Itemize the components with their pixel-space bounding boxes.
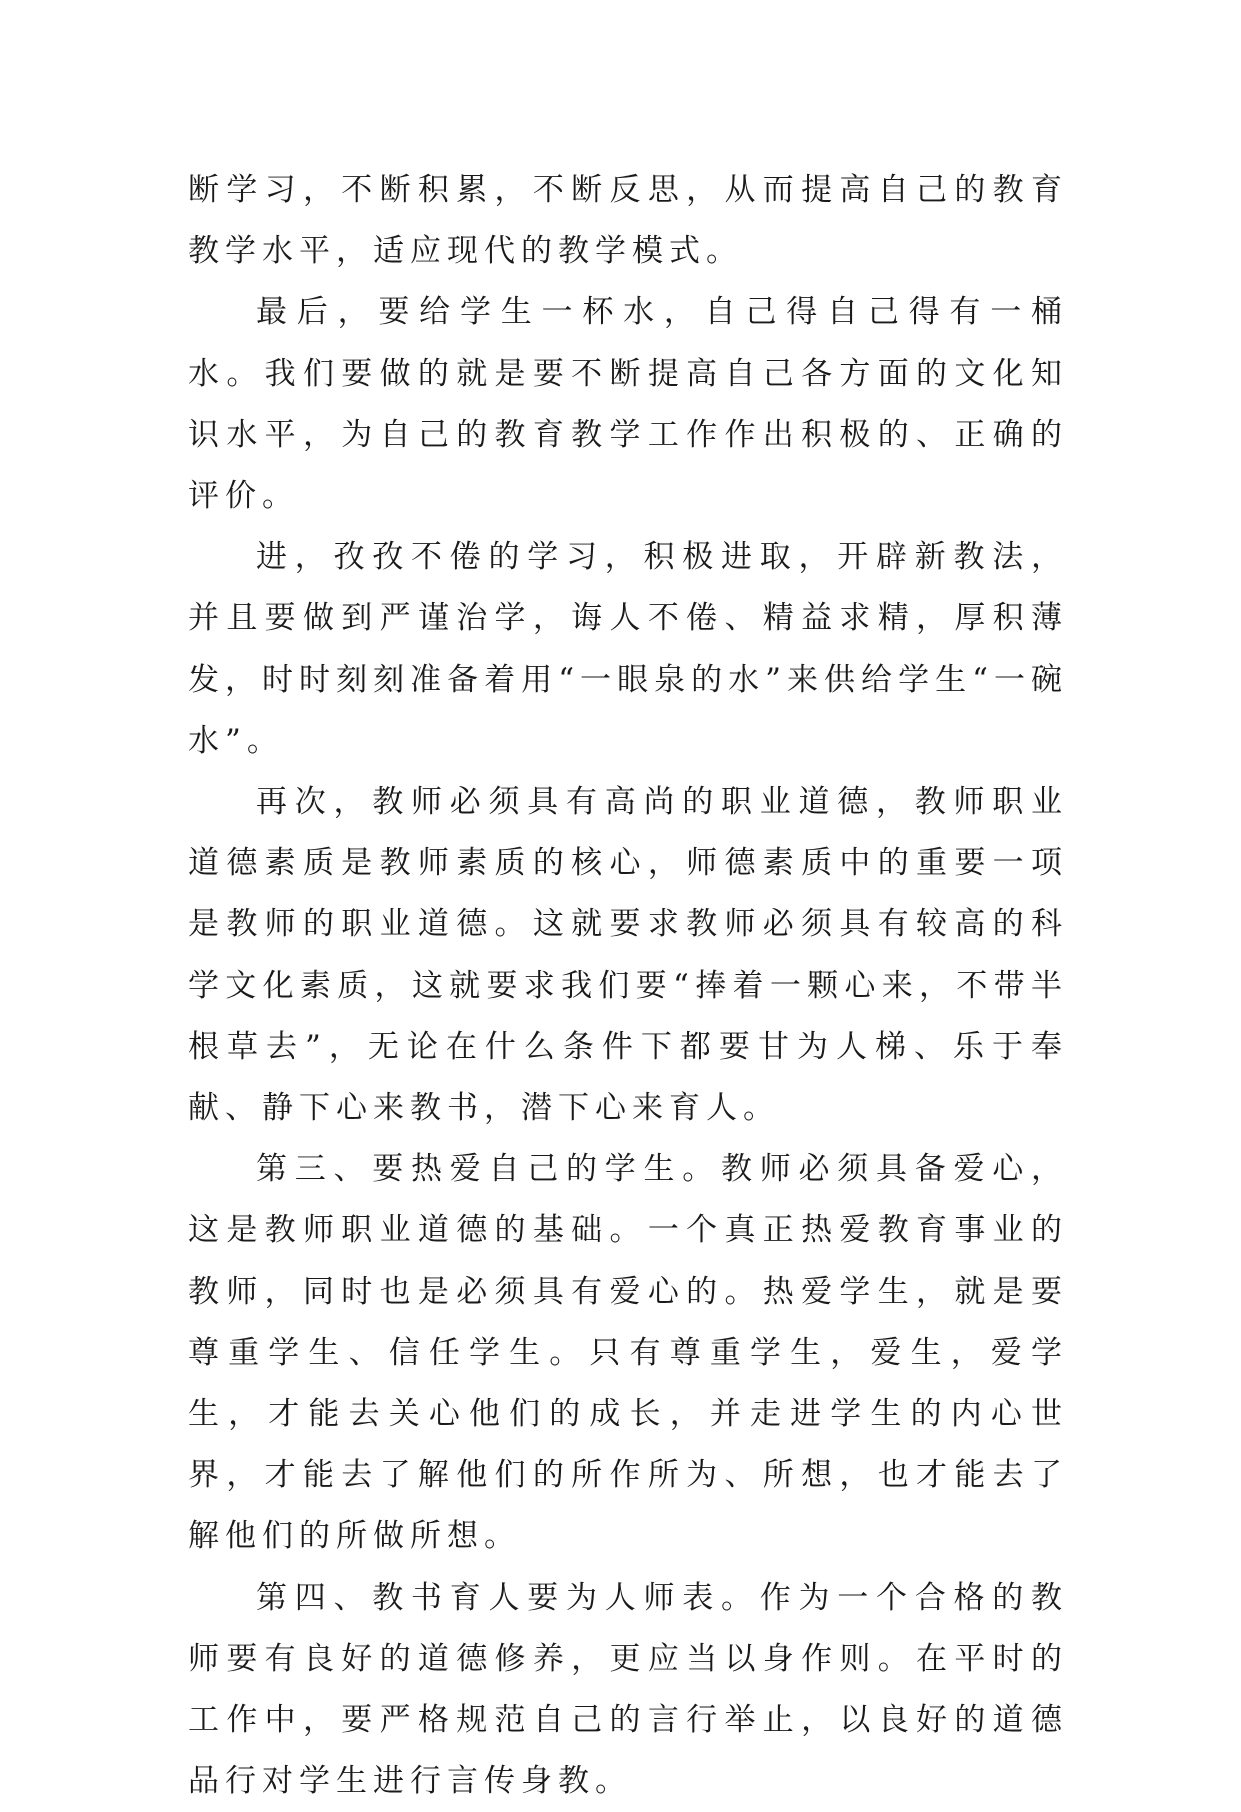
paragraph-6: 第四、教书育人要为人师表。作为一个合格的教师要有良好的道德修养，更应当以身作则。在平时的工作中，要严格规范自己的言行举止，以良好的道德品行对学生进行言传身教。: [188, 1579, 1068, 1800]
paragraph-2: 最后，要给学生一杯水，自己得自己得有一桶水。我们要做的就是要不断提高自己各方面的文化知识水平，为自己的教育教学工作作出积极的、正确的评价。: [188, 294, 1068, 515]
paragraph-3: 进，孜孜不倦的学习，积极进取，开辟新教法，并且要做到严谨治学，诲人不倦、精益求精，厚积薄发，时时刻刻准备着用“一眼泉的水”来供给学生“一碗水”。: [188, 539, 1068, 759]
document-body: [188, 160, 1068, 1812]
paragraph-1: 断学习，不断积累，不断反思，从而提高自己的教育教学水平，适应现代的教学模式。: [188, 172, 1068, 270]
paragraph-4: 再次，教师必须具有高尚的职业道德，教师职业道德素质是教师素质的核心，师德素质中的重要一项是教师的职业道德。这就要求教师必须具有较高的科学文化素质，这就要求我们要“捧着一颗心来，不带半根草去”，无论在什么条件下都要甘为人梯、乐于奉献、静下心来教书，潜下心来育人。: [188, 784, 1068, 1127]
paragraph-5: 第三、要热爱自己的学生。教师必须具备爱心，这是教师职业道德的基础。一个真正热爱教育事业的教师，同时也是必须具有爱心的。热爱学生，就是要尊重学生、信任学生。只有尊重学生，爱生，爱学生，才能去关心他们的成长，并走进学生的内心世界，才能去了解他们的所作所为、所想，也才能去了解他们的所做所想。: [188, 1151, 1068, 1555]
